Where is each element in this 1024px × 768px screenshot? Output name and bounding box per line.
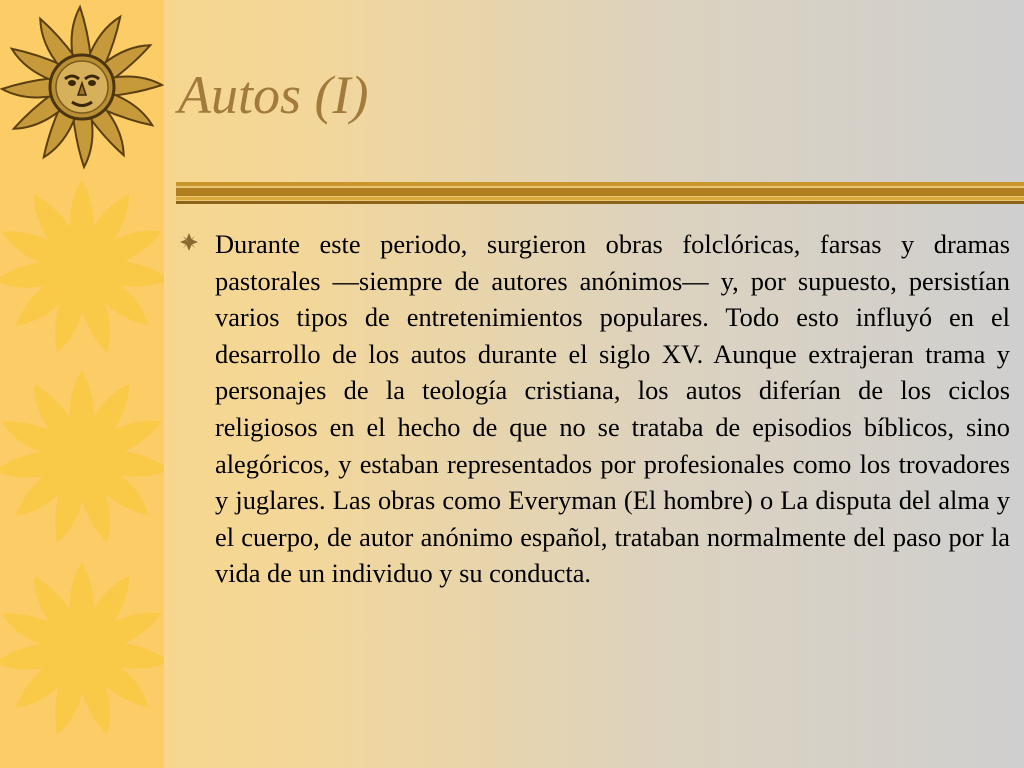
left-decorative-band [0, 0, 164, 768]
star-bullet-icon [178, 231, 200, 253]
slide-title: Autos (I) [178, 65, 369, 125]
yellow-sun-icon [0, 178, 164, 358]
title-divider [176, 182, 1024, 204]
bullet-text: Durante este periodo, surgieron obras folclóricas, farsas y dramas pastorales —siempre de autores anónimos— y, por supuesto, persistían varios tipos de entretenimientos populares. Todo esto influyó en el desarrollo de los autos durante el siglo XV. Aunque extrajeran trama y personajes de la teología cristiana, los autos diferían de los ciclos religiosos en el hecho de que no se trataba de episodios bíblicos, sino alegóricos, y estaban representados por profesionales como los trovadores y juglares. Las obras como Everyman (El hombre) o La disputa del alma y el cuerpo, de autor anónimo español, trataban normalmente del paso por la vida de un individuo y su conducta. [215, 229, 1010, 589]
yellow-sun-icon [0, 368, 164, 548]
golden-sun-face-icon [0, 2, 164, 172]
list-item [178, 226, 1010, 592]
bullet-list [178, 226, 1010, 592]
yellow-sun-icon [0, 560, 164, 740]
